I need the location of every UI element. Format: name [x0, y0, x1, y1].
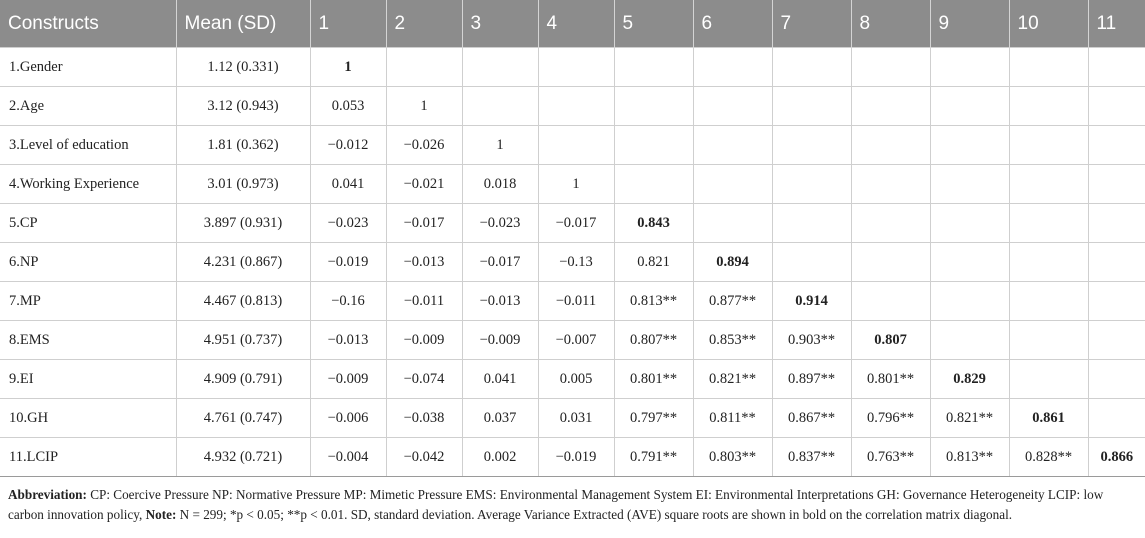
correlation-cell — [693, 87, 772, 126]
construct-name-cell: 11.LCIP — [0, 438, 176, 477]
correlation-cell: 0.791** — [614, 438, 693, 477]
table-row — [0, 48, 1145, 87]
correlation-cell: 1 — [310, 48, 386, 87]
correlation-cell — [930, 204, 1009, 243]
correlation-cell: −0.009 — [310, 360, 386, 399]
correlation-cell — [614, 126, 693, 165]
construct-name-cell: 4.Working Experience — [0, 165, 176, 204]
column-header: 7 — [772, 0, 851, 48]
table-row — [0, 399, 1145, 438]
correlation-cell — [851, 165, 930, 204]
correlation-cell: −0.021 — [386, 165, 462, 204]
construct-name-cell: 7.MP — [0, 282, 176, 321]
correlation-cell — [614, 165, 693, 204]
table-row — [0, 243, 1145, 282]
column-header: 6 — [693, 0, 772, 48]
correlation-cell — [1009, 87, 1088, 126]
correlation-cell: 0.867** — [772, 399, 851, 438]
mean-sd-cell: 3.01 (0.973) — [176, 165, 310, 204]
correlation-cell — [538, 48, 614, 87]
correlation-cell: 0.797** — [614, 399, 693, 438]
correlation-cell: −0.009 — [462, 321, 538, 360]
correlation-cell: −0.009 — [386, 321, 462, 360]
correlation-cell: −0.004 — [310, 438, 386, 477]
construct-name-cell: 6.NP — [0, 243, 176, 282]
column-header: 5 — [614, 0, 693, 48]
correlation-cell: 0.031 — [538, 399, 614, 438]
correlation-cell — [614, 48, 693, 87]
correlation-cell: 0.801** — [614, 360, 693, 399]
column-header: Constructs — [0, 0, 176, 48]
correlation-cell — [614, 87, 693, 126]
correlation-cell: 0.829 — [930, 360, 1009, 399]
correlation-cell: 0.018 — [462, 165, 538, 204]
column-header: 8 — [851, 0, 930, 48]
correlation-cell: −0.019 — [310, 243, 386, 282]
correlation-cell — [1088, 282, 1145, 321]
correlation-cell: 0.897** — [772, 360, 851, 399]
correlation-cell: −0.13 — [538, 243, 614, 282]
construct-name-cell: 8.EMS — [0, 321, 176, 360]
correlation-cell — [1088, 204, 1145, 243]
correlation-cell — [930, 282, 1009, 321]
correlation-cell: −0.023 — [462, 204, 538, 243]
correlation-cell: 1 — [462, 126, 538, 165]
table-row — [0, 438, 1145, 477]
correlation-cell — [930, 165, 1009, 204]
correlation-cell: −0.011 — [386, 282, 462, 321]
correlation-cell — [1009, 243, 1088, 282]
correlation-cell — [1009, 282, 1088, 321]
column-header: 2 — [386, 0, 462, 48]
correlation-cell — [1009, 48, 1088, 87]
correlation-cell — [930, 126, 1009, 165]
table-row — [0, 321, 1145, 360]
column-header: 3 — [462, 0, 538, 48]
construct-name-cell: 1.Gender — [0, 48, 176, 87]
correlation-cell — [693, 204, 772, 243]
column-header: 9 — [930, 0, 1009, 48]
correlation-cell: −0.023 — [310, 204, 386, 243]
correlation-cell — [851, 48, 930, 87]
correlation-cell: 1 — [538, 165, 614, 204]
correlation-cell: 0.828** — [1009, 438, 1088, 477]
correlation-cell: 0.813** — [614, 282, 693, 321]
correlation-cell — [693, 126, 772, 165]
header-row — [0, 0, 1145, 48]
construct-name-cell: 10.GH — [0, 399, 176, 438]
correlation-cell — [1088, 360, 1145, 399]
correlation-cell — [772, 126, 851, 165]
mean-sd-cell: 4.932 (0.721) — [176, 438, 310, 477]
column-header: 1 — [310, 0, 386, 48]
correlation-cell: 0.813** — [930, 438, 1009, 477]
correlation-cell: 0.903** — [772, 321, 851, 360]
correlation-cell: −0.007 — [538, 321, 614, 360]
mean-sd-cell: 4.909 (0.791) — [176, 360, 310, 399]
correlation-cell — [1088, 321, 1145, 360]
abbreviation-label: Abbreviation: — [8, 487, 87, 502]
correlation-cell — [1088, 87, 1145, 126]
correlation-cell — [772, 204, 851, 243]
table-body — [0, 48, 1145, 477]
mean-sd-cell: 4.231 (0.867) — [176, 243, 310, 282]
correlation-cell: 0.803** — [693, 438, 772, 477]
correlation-cell: −0.017 — [386, 204, 462, 243]
correlation-cell: −0.019 — [538, 438, 614, 477]
correlation-cell: 0.853** — [693, 321, 772, 360]
correlation-cell: −0.042 — [386, 438, 462, 477]
correlation-cell: 0.861 — [1009, 399, 1088, 438]
correlation-cell — [386, 48, 462, 87]
correlation-cell: 0.877** — [693, 282, 772, 321]
correlation-cell — [1088, 243, 1145, 282]
mean-sd-cell: 3.897 (0.931) — [176, 204, 310, 243]
correlation-cell: −0.017 — [462, 243, 538, 282]
correlation-cell: 0.821** — [693, 360, 772, 399]
correlation-cell: −0.006 — [310, 399, 386, 438]
correlation-cell: −0.16 — [310, 282, 386, 321]
correlation-cell: 0.801** — [851, 360, 930, 399]
correlation-cell: 0.821** — [930, 399, 1009, 438]
correlation-cell: 0.005 — [538, 360, 614, 399]
correlation-cell: −0.038 — [386, 399, 462, 438]
mean-sd-cell: 4.761 (0.747) — [176, 399, 310, 438]
correlation-cell: 0.796** — [851, 399, 930, 438]
abbreviation-text: CP: Coercive Pressure NP: Normative Pressure MP: Mimetic Pressure EMS: Environmental Management System EI: Environmental Interpretations GH: Governance Heterogeneity LCIP: low carbon innovation policy, — [8, 487, 1104, 522]
correlation-cell: −0.026 — [386, 126, 462, 165]
correlation-cell — [1088, 126, 1145, 165]
correlation-cell — [930, 321, 1009, 360]
correlation-cell — [930, 243, 1009, 282]
correlation-cell: 0.837** — [772, 438, 851, 477]
correlation-cell — [1088, 165, 1145, 204]
correlation-cell: −0.017 — [538, 204, 614, 243]
correlation-cell — [1009, 165, 1088, 204]
correlation-cell: −0.012 — [310, 126, 386, 165]
table-row — [0, 360, 1145, 399]
correlation-cell — [772, 165, 851, 204]
column-header: 11 — [1088, 0, 1145, 48]
correlation-cell: 0.763** — [851, 438, 930, 477]
correlation-cell — [851, 126, 930, 165]
correlation-cell: 0.041 — [462, 360, 538, 399]
mean-sd-cell: 3.12 (0.943) — [176, 87, 310, 126]
correlation-cell: 0.811** — [693, 399, 772, 438]
correlation-cell — [1009, 204, 1088, 243]
correlation-cell — [851, 282, 930, 321]
correlation-cell — [772, 243, 851, 282]
correlation-cell — [1088, 48, 1145, 87]
table-row — [0, 282, 1145, 321]
correlation-cell: −0.013 — [462, 282, 538, 321]
correlation-cell — [851, 204, 930, 243]
correlation-cell: −0.013 — [386, 243, 462, 282]
correlation-cell — [851, 87, 930, 126]
construct-name-cell: 9.EI — [0, 360, 176, 399]
correlation-cell — [1009, 321, 1088, 360]
correlation-cell: 0.807 — [851, 321, 930, 360]
correlation-cell: 0.894 — [693, 243, 772, 282]
correlation-cell — [538, 87, 614, 126]
correlation-cell — [772, 87, 851, 126]
correlation-cell: 0.037 — [462, 399, 538, 438]
mean-sd-cell: 4.467 (0.813) — [176, 282, 310, 321]
note-text: N = 299; *p < 0.05; **p < 0.01. SD, standard deviation. Average Variance Extracted (AVE) square roots are shown in bold on the correlation matrix diagonal. — [176, 507, 1013, 522]
mean-sd-cell: 4.951 (0.737) — [176, 321, 310, 360]
correlation-cell — [1009, 126, 1088, 165]
correlation-cell: −0.013 — [310, 321, 386, 360]
correlation-cell: 0.821 — [614, 243, 693, 282]
correlation-cell — [930, 48, 1009, 87]
correlation-cell: −0.011 — [538, 282, 614, 321]
mean-sd-cell: 1.81 (0.362) — [176, 126, 310, 165]
correlation-cell — [851, 243, 930, 282]
correlation-cell: 0.041 — [310, 165, 386, 204]
correlation-cell — [462, 87, 538, 126]
correlation-cell: 0.914 — [772, 282, 851, 321]
correlation-cell — [930, 87, 1009, 126]
correlation-cell: 0.053 — [310, 87, 386, 126]
column-header: 4 — [538, 0, 614, 48]
column-header: 10 — [1009, 0, 1088, 48]
correlation-cell: 0.866 — [1088, 438, 1145, 477]
correlation-cell — [1009, 360, 1088, 399]
note-label: Note: — [145, 507, 177, 522]
correlation-cell: 0.807** — [614, 321, 693, 360]
correlation-cell: −0.074 — [386, 360, 462, 399]
correlation-cell — [1088, 399, 1145, 438]
table-row — [0, 87, 1145, 126]
construct-name-cell: 5.CP — [0, 204, 176, 243]
correlation-cell: 0.002 — [462, 438, 538, 477]
table-footnote — [0, 477, 1145, 525]
table-row — [0, 204, 1145, 243]
table-row — [0, 165, 1145, 204]
correlation-cell: 1 — [386, 87, 462, 126]
correlation-cell — [772, 48, 851, 87]
correlation-cell — [462, 48, 538, 87]
mean-sd-cell: 1.12 (0.331) — [176, 48, 310, 87]
construct-name-cell: 2.Age — [0, 87, 176, 126]
table-row — [0, 126, 1145, 165]
construct-name-cell: 3.Level of education — [0, 126, 176, 165]
correlation-cell — [693, 48, 772, 87]
column-header: Mean (SD) — [176, 0, 310, 48]
correlation-cell — [538, 126, 614, 165]
correlation-cell — [693, 165, 772, 204]
correlation-cell: 0.843 — [614, 204, 693, 243]
